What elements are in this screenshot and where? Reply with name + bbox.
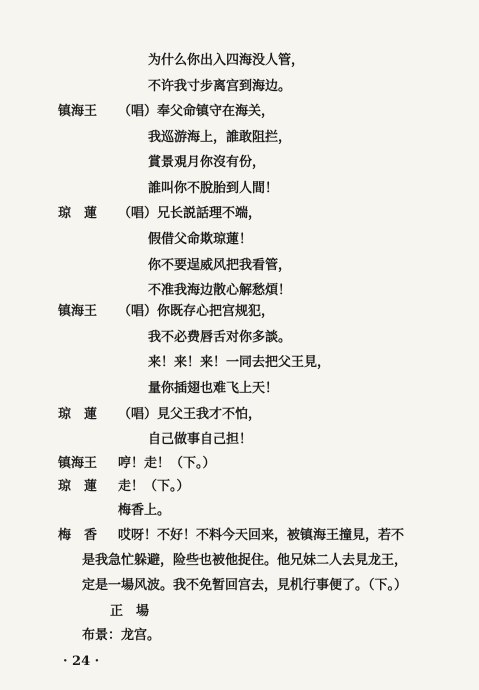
verse-line: 为什么你出入四海没人管， (148, 53, 305, 68)
speaker-name: 琼 蓮 (58, 407, 98, 422)
scene-setting: 布景：龙宫。 (82, 628, 161, 643)
verse-line: 来！来！来！一同去把父王見， (148, 355, 331, 370)
verse-line: （唱）見父王我才不怕， (118, 407, 262, 422)
dialogue-line: 是我急忙躲避，险些也被他捉住。他兄妹二人去見龙王， (82, 553, 408, 568)
speaker-name: 镇海王 (58, 104, 98, 119)
stage-direction: 梅香上。 (118, 503, 171, 518)
verse-line: 誰叫你不脫胎到人間！ (148, 181, 279, 196)
speaker-name: 镇海王 (58, 456, 98, 471)
page-number: · 24 · (63, 654, 100, 669)
verse-line: 賞景覌月你沒有份， (148, 155, 266, 170)
speaker-name: 梅 香 (58, 528, 98, 543)
verse-line: 不许我寸步离宫到海边。 (148, 79, 292, 94)
verse-line: （唱）你既存心把宫规犯， (118, 304, 275, 319)
dialogue-line: 走！（下。） (118, 479, 190, 494)
verse-line: 假借父命欺琼蓮！ (148, 232, 253, 247)
dialogue-line: 哼！走！（下。） (118, 456, 216, 471)
dialogue-line: 哎呀！不好！不料今天回来，被镇海王撞見，若不 (118, 528, 405, 543)
verse-line: 不准我海边散心解愁煩！ (148, 283, 292, 298)
scene-heading: 正 場 (110, 604, 150, 619)
verse-line: 我不必费唇舌对你多談。 (148, 330, 292, 345)
verse-line: 我巡游海上，誰敢阻拦， (148, 130, 292, 145)
verse-line: 自己做事自己担！ (148, 432, 253, 447)
speaker-name: 琼 蓮 (58, 206, 98, 221)
verse-line: 量你插翅也难飞上天！ (148, 381, 279, 396)
verse-line: （唱）奉父命镇守在海关， (118, 104, 275, 119)
verse-line: 你不要逞威风把我看管， (148, 258, 292, 273)
speaker-name: 琼 蓮 (58, 479, 98, 494)
verse-line: （唱）兄长説話理不端， (118, 206, 262, 221)
dialogue-line: 定是一場风波。我不免暂回宫去，見机行事便了。（下。） (82, 578, 408, 593)
speaker-name: 镇海王 (58, 304, 98, 319)
